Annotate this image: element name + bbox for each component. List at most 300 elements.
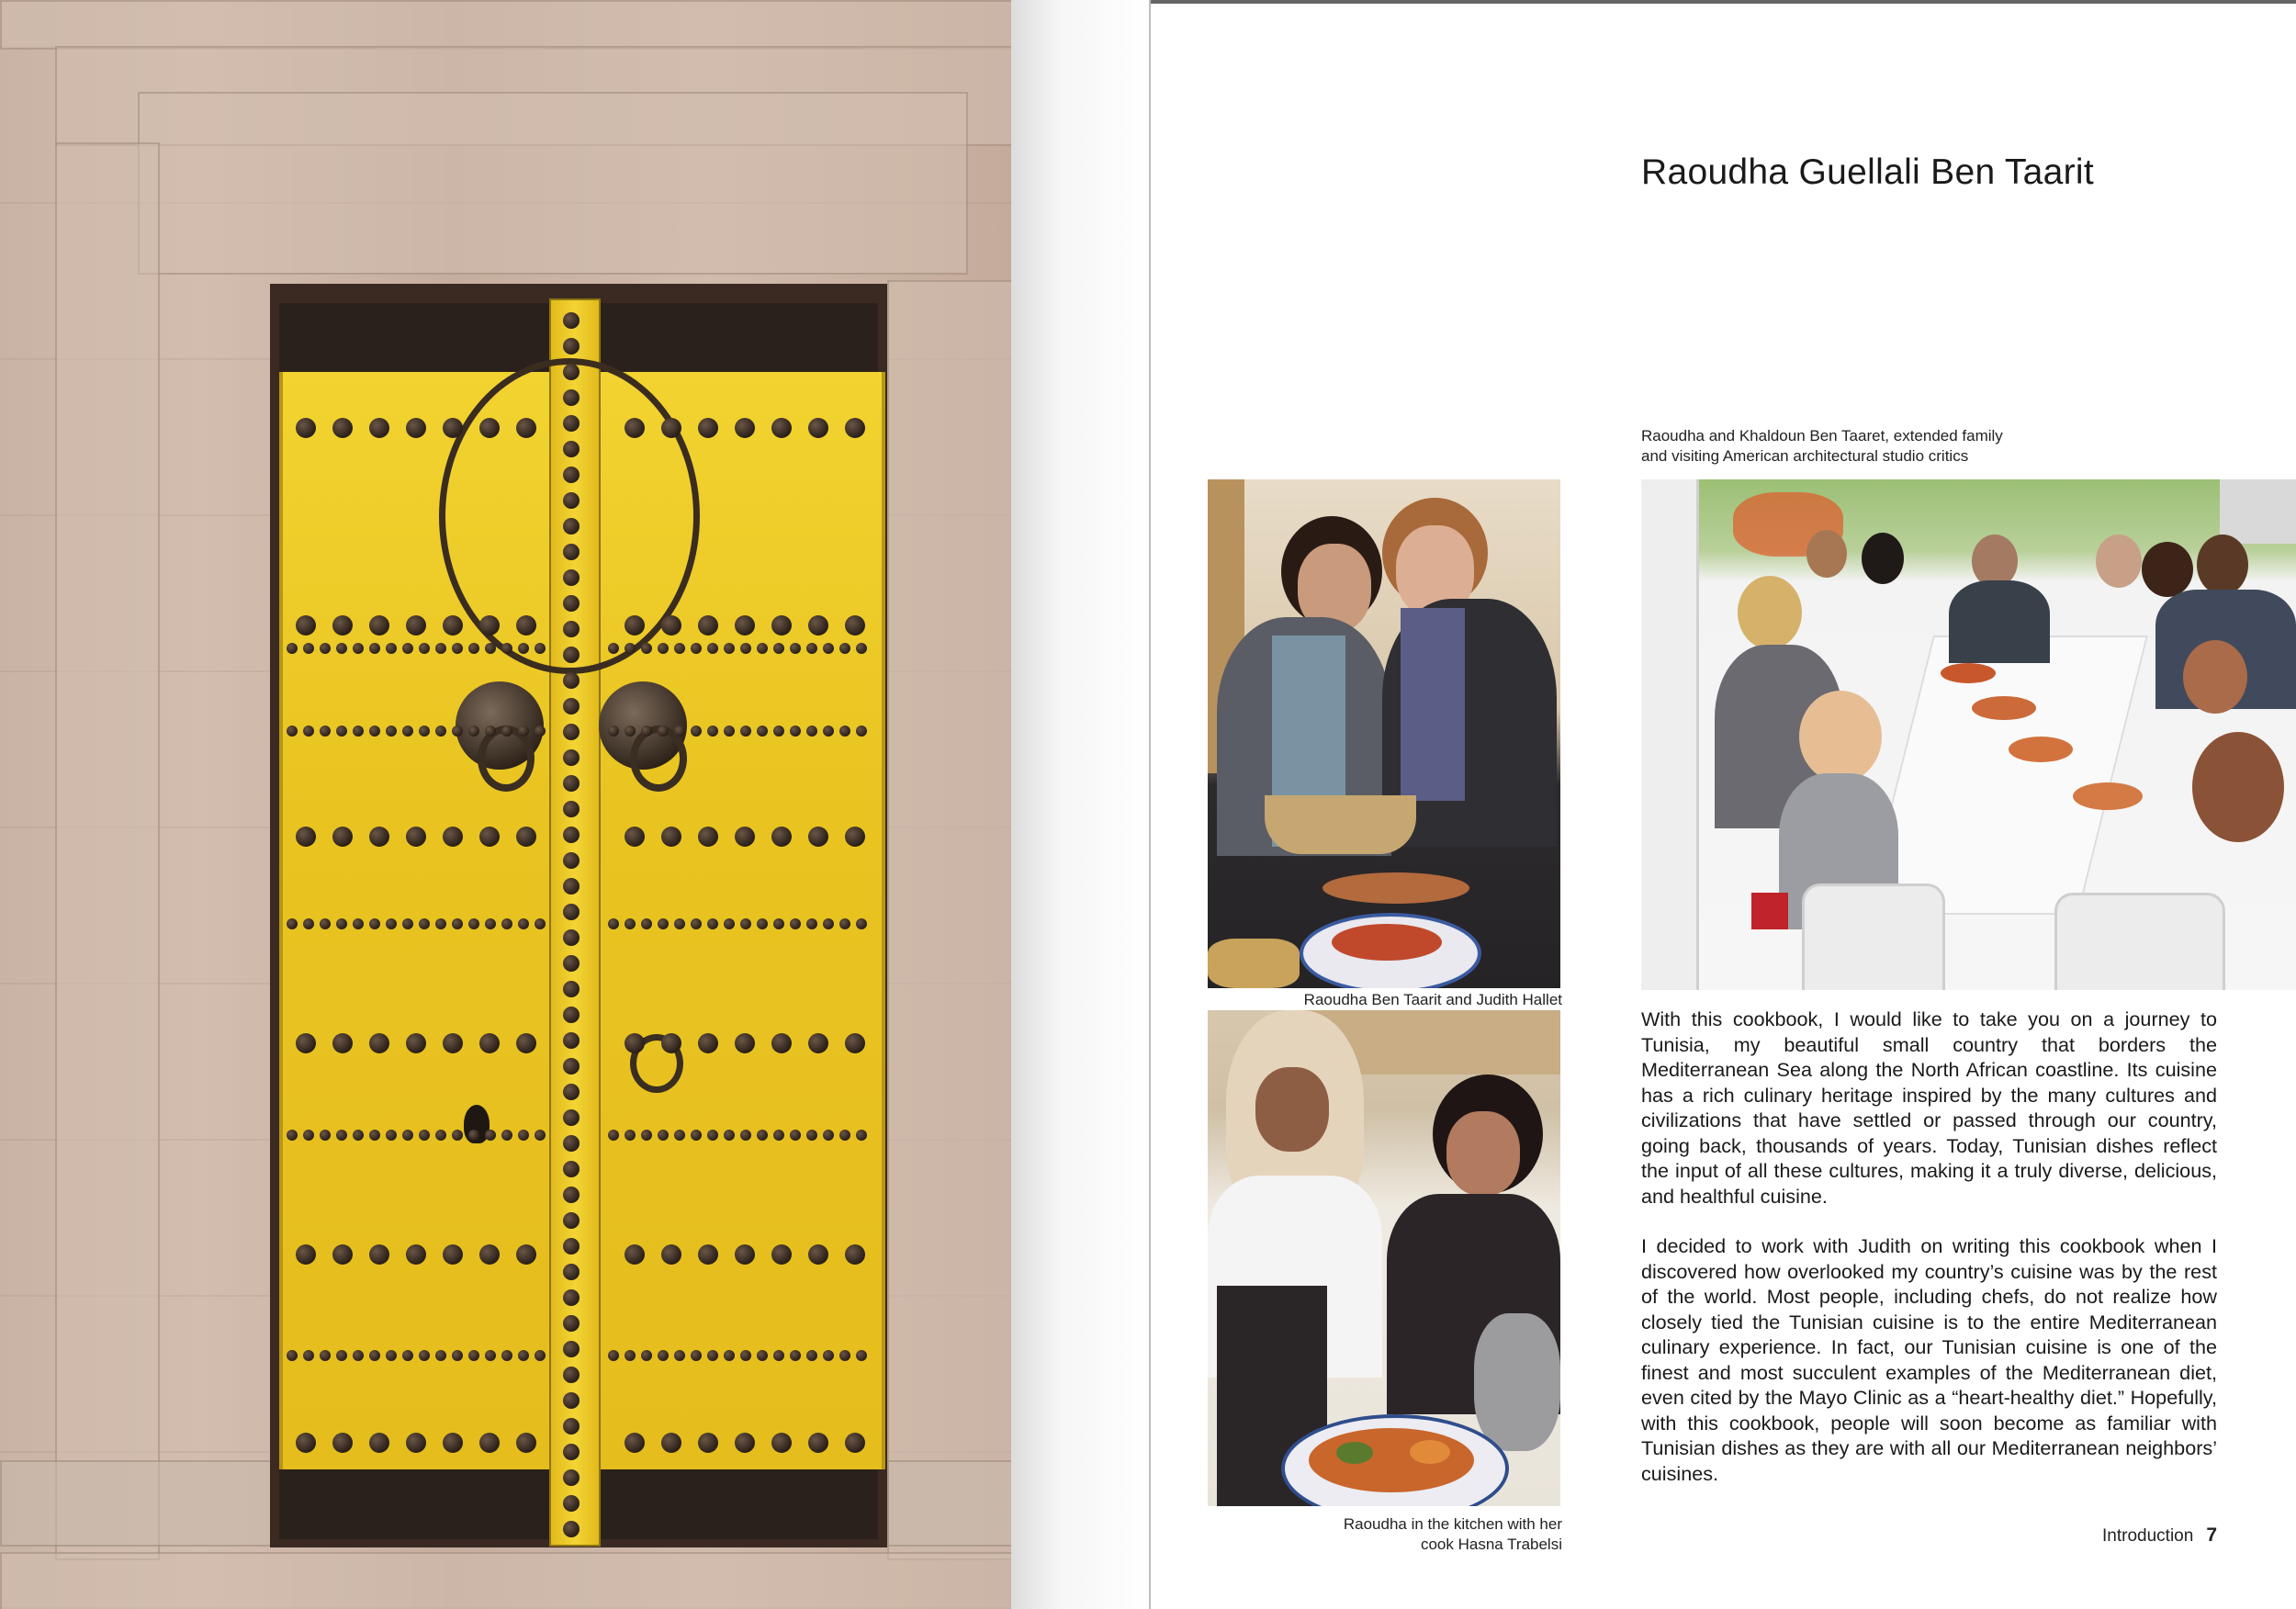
door-stud <box>771 418 792 438</box>
door-stud <box>516 1244 536 1265</box>
door-stud <box>402 1130 413 1141</box>
body-paragraph: I decided to work with Judith on writing this cookbook when I discovered how overlooked my country’s cuisine was by the rest of the world. Most people, including chefs, do not realize how closely tied the Tunisian cuisine is to the entire Mediterranean culinary experience. In fact, our Tunisian cuisine is one of the finest and most succulent examples of the Mediterranean diet, even cited by the Mayo Clinic as a “heart-healthy diet.” Hopefully, with this cookbook, people will soon become as familiar with Tunisian dishes as they are with all our Mediterranean neighbors’ cuisines. <box>1641 1234 2217 1485</box>
door-stud <box>856 643 867 654</box>
door-stud <box>485 1130 496 1141</box>
door-stud <box>641 643 652 654</box>
door-stud <box>641 918 652 929</box>
door-stud <box>468 1130 479 1141</box>
door-stud <box>563 827 580 843</box>
door-stud <box>608 1130 619 1141</box>
door-stud <box>735 615 755 636</box>
door-stud <box>518 918 529 929</box>
door-stud <box>332 1033 353 1053</box>
door-stud <box>845 1433 865 1453</box>
door-stud <box>563 1264 580 1280</box>
door-stud <box>332 1433 353 1453</box>
child-head <box>1799 691 1882 782</box>
door-stud <box>563 595 580 612</box>
door-stud <box>296 1033 316 1053</box>
door-stud <box>402 918 413 929</box>
door-stud <box>369 615 389 636</box>
carved-stone-right <box>887 1460 1011 1547</box>
door-stud <box>661 1033 681 1053</box>
door-stud <box>658 1130 669 1141</box>
door-stud <box>790 643 801 654</box>
caption-line: and visiting American architectural studio critics <box>1641 447 1969 465</box>
door-stud <box>856 1350 867 1361</box>
door-stud <box>563 1135 580 1152</box>
door-stud <box>563 1521 580 1537</box>
door-stud <box>353 1130 364 1141</box>
door-stud <box>698 418 718 438</box>
door-stud <box>386 918 397 929</box>
door-stud <box>563 467 580 483</box>
door-stud <box>724 918 735 929</box>
woman-face <box>1255 1067 1329 1152</box>
door-stud <box>563 1058 580 1075</box>
caption-line: Raoudha and Khaldoun Ben Taaret, extended family <box>1641 427 2003 444</box>
portrait-photo <box>1208 479 1560 988</box>
door-stud <box>443 827 463 847</box>
door-stud <box>806 1130 817 1141</box>
stone-lintel-inner <box>138 92 968 275</box>
door-stud <box>625 1433 645 1453</box>
white-chair <box>2054 893 2225 990</box>
door-stud <box>608 918 619 929</box>
door-stud <box>419 726 430 737</box>
door-stud <box>698 1433 718 1453</box>
door-stud <box>406 615 426 636</box>
door-stud <box>563 492 580 509</box>
door-stud <box>839 1130 850 1141</box>
door-stud <box>419 1350 430 1361</box>
door-stud <box>563 1315 580 1332</box>
door-stud <box>823 643 834 654</box>
door-stud <box>406 418 426 438</box>
door-stud <box>332 1244 353 1265</box>
door-stud <box>563 389 580 406</box>
door-stud <box>698 615 718 636</box>
door-stud <box>806 643 817 654</box>
door-stud <box>724 1350 735 1361</box>
door-stud <box>406 1033 426 1053</box>
door-stud <box>845 827 865 847</box>
door-stud <box>608 1350 619 1361</box>
door-stud <box>625 1033 645 1053</box>
door-stud <box>443 1033 463 1053</box>
door-stud <box>641 1130 652 1141</box>
door-stud <box>535 726 546 737</box>
door-stud <box>740 918 751 929</box>
door-stud <box>535 1130 546 1141</box>
door-stud <box>369 1244 389 1265</box>
stone-base <box>0 1552 1011 1609</box>
door-stud <box>386 1350 397 1361</box>
door-stud <box>563 801 580 817</box>
door-stud <box>839 643 850 654</box>
tomato-dish <box>1332 924 1442 961</box>
door-stud <box>320 1350 331 1361</box>
door-stud <box>691 643 702 654</box>
door-stud <box>332 615 353 636</box>
door-stud <box>773 918 784 929</box>
door-stud <box>740 643 751 654</box>
person-head <box>1862 533 1904 584</box>
door-stud <box>808 418 828 438</box>
door-stud <box>479 1244 500 1265</box>
door-stud <box>336 1350 347 1361</box>
page-footer <box>1151 1525 2217 1547</box>
door-stud <box>336 643 347 654</box>
door-stud <box>808 1433 828 1453</box>
door-stud <box>806 1350 817 1361</box>
door-stud <box>625 1130 636 1141</box>
door-stud <box>535 918 546 929</box>
door-stud <box>336 918 347 929</box>
soup-bowl <box>1972 696 2036 720</box>
door-stud <box>757 1350 768 1361</box>
door-stud <box>516 1033 536 1053</box>
door-stud <box>468 918 479 929</box>
door-stud <box>336 1130 347 1141</box>
door-stud <box>435 1130 446 1141</box>
door-stud <box>625 418 645 438</box>
door-stud <box>808 615 828 636</box>
child-head <box>2192 732 2284 842</box>
red-chair <box>1751 893 1788 929</box>
door-stud <box>563 878 580 895</box>
door-stud <box>296 1244 316 1265</box>
door-stud <box>479 615 500 636</box>
door-stud <box>443 1244 463 1265</box>
stone-jamb-left <box>55 142 160 1560</box>
door-stud <box>735 1244 755 1265</box>
door-stud <box>501 1350 512 1361</box>
door-stud <box>369 1433 389 1453</box>
door-stud <box>773 1130 784 1141</box>
child-head <box>2183 640 2247 714</box>
door-stud <box>563 338 580 354</box>
door-stud <box>563 929 580 946</box>
door-stud <box>320 726 331 737</box>
door-stud <box>724 643 735 654</box>
stew-dish <box>1309 1428 1474 1492</box>
door-stud <box>296 1433 316 1453</box>
door-stud <box>452 726 463 737</box>
door-stud <box>563 698 580 714</box>
door-stud <box>839 1350 850 1361</box>
door-stud <box>845 615 865 636</box>
door-stud <box>608 726 619 737</box>
door-stud <box>740 1130 751 1141</box>
door-stud <box>808 1033 828 1053</box>
door-stud <box>771 1244 792 1265</box>
door-stud <box>661 615 681 636</box>
door-stud <box>369 418 389 438</box>
door-stud <box>661 1244 681 1265</box>
door-stud <box>563 364 580 380</box>
door-stud <box>563 441 580 457</box>
body-paragraph: With this cookbook, I would like to take you on a journey to Tunisia, my beautiful small country that borders the Mediterranean Sea along the North African coastline. Its cuisine has a rich culinary heritage inspired by the many cultures and civilizations that have settled or passed through our country, going back, thousands of years. Today, Tunisian dishes reflect the input of all these cultures, making it a truly diverse, delicious, and healthful cuisine. <box>1641 1007 2217 1208</box>
door-stud <box>771 1033 792 1053</box>
bread-basket <box>1265 795 1416 854</box>
door-stud <box>516 615 536 636</box>
family-photo <box>1641 479 2296 990</box>
door-stud <box>406 1244 426 1265</box>
door-stud <box>808 1244 828 1265</box>
door-stud <box>740 1350 751 1361</box>
door-stud <box>516 418 536 438</box>
page-gutter <box>1011 0 1149 1609</box>
door-stud <box>369 726 380 737</box>
couscous-dish <box>1208 939 1300 988</box>
food-plate <box>1322 872 1469 904</box>
stone-jamb-right <box>887 280 1011 1560</box>
door-stud <box>735 827 755 847</box>
door-stud <box>563 1161 580 1177</box>
door-stud <box>332 827 353 847</box>
door-stud <box>674 918 685 929</box>
kitchen-photo <box>1208 1010 1560 1506</box>
person-head <box>1738 576 1802 649</box>
door-stud <box>691 726 702 737</box>
door-stud <box>674 726 685 737</box>
door-stud <box>563 518 580 534</box>
door-stud <box>386 726 397 737</box>
door-stud <box>563 981 580 997</box>
window <box>2220 479 2296 544</box>
door-stud <box>563 1341 580 1357</box>
door-stud <box>757 1130 768 1141</box>
door-stud <box>419 918 430 929</box>
door-stud <box>296 418 316 438</box>
door-stud <box>845 1033 865 1053</box>
door-stud <box>369 1130 380 1141</box>
door-stud <box>771 1433 792 1453</box>
door-stud <box>563 749 580 766</box>
door-stud <box>369 1033 389 1053</box>
door-stud <box>485 918 496 929</box>
door-stud <box>435 918 446 929</box>
door-stud <box>369 827 389 847</box>
door-stud <box>485 643 496 654</box>
door-stud <box>402 1350 413 1361</box>
purple-scarf <box>1401 608 1465 801</box>
door-stud <box>641 1350 652 1361</box>
door-stud <box>771 827 792 847</box>
door-stud <box>369 1350 380 1361</box>
door-stud <box>518 726 529 737</box>
door-stud <box>452 1130 463 1141</box>
door-stud <box>443 1433 463 1453</box>
door-stud <box>707 1350 718 1361</box>
person-head <box>2142 542 2193 597</box>
door-stud <box>661 827 681 847</box>
door-stud <box>452 1350 463 1361</box>
door-stud <box>563 569 580 586</box>
footer-section: Introduction <box>2102 1526 2194 1546</box>
door-stud <box>563 1032 580 1049</box>
door-stud <box>369 918 380 929</box>
door-stud <box>856 918 867 929</box>
door-stud <box>535 1350 546 1361</box>
door-stud <box>691 1350 702 1361</box>
door-stud <box>757 918 768 929</box>
door-stud <box>563 775 580 792</box>
door-stud <box>479 1433 500 1453</box>
door-stud <box>823 918 834 929</box>
door-stud <box>303 726 314 737</box>
door-stud <box>773 643 784 654</box>
door-stud <box>516 827 536 847</box>
door-stud <box>625 726 636 737</box>
door-stud <box>563 1007 580 1023</box>
door-stud <box>419 1130 430 1141</box>
dining-table <box>1863 636 2148 915</box>
door-stud <box>320 1130 331 1141</box>
soup-bowl <box>2009 737 2073 762</box>
door-stud <box>724 726 735 737</box>
page-title: Raoudha Guellali Ben Taarit <box>1641 152 2095 192</box>
door-stud <box>735 1433 755 1453</box>
door-stud <box>724 1130 735 1141</box>
door-stud <box>303 1130 314 1141</box>
door-stud <box>707 643 718 654</box>
door-stud <box>336 726 347 737</box>
door-stud <box>287 726 298 737</box>
door-stud <box>658 918 669 929</box>
door-stud <box>353 1350 364 1361</box>
door-stud <box>625 643 636 654</box>
door-stud <box>518 643 529 654</box>
door-stud <box>435 643 446 654</box>
white-column <box>1641 479 1699 990</box>
door-stud <box>369 643 380 654</box>
door-stud <box>735 418 755 438</box>
door-stud <box>661 1433 681 1453</box>
woman-face <box>1446 1111 1520 1196</box>
soup-bowl <box>2073 782 2143 810</box>
door-stud <box>771 615 792 636</box>
door-stud <box>402 726 413 737</box>
door-stud <box>296 827 316 847</box>
door-stud <box>625 1350 636 1361</box>
door-stud <box>452 918 463 929</box>
door-stud <box>353 726 364 737</box>
door-stud <box>707 726 718 737</box>
door-stud <box>823 1350 834 1361</box>
door-stud <box>452 643 463 654</box>
vegetable <box>1336 1442 1373 1464</box>
door-stud <box>296 615 316 636</box>
door-stud <box>419 643 430 654</box>
door-stud <box>674 1130 685 1141</box>
portrait-photo-caption: Raoudha Ben Taarit and Judith Hallet <box>1303 991 1562 1008</box>
door-stud <box>563 955 580 972</box>
door-stud <box>563 1109 580 1126</box>
person-body <box>1949 580 2050 663</box>
door-stud <box>563 1444 580 1460</box>
door-stud <box>501 918 512 929</box>
door-stud <box>303 1350 314 1361</box>
door-stud <box>691 1130 702 1141</box>
door-stud <box>479 418 500 438</box>
door-stud <box>287 1350 298 1361</box>
door-stud <box>563 1212 580 1229</box>
door-stud <box>823 1130 834 1141</box>
door-stud <box>563 1289 580 1306</box>
door-stud <box>806 918 817 929</box>
door-stud <box>806 726 817 737</box>
door-stud <box>287 918 298 929</box>
door-stud <box>563 724 580 740</box>
door-stud <box>501 1130 512 1141</box>
door-stud <box>625 827 645 847</box>
door-stud <box>332 418 353 438</box>
door-stud <box>485 1350 496 1361</box>
door-stud <box>535 643 546 654</box>
door-stud <box>501 643 512 654</box>
door-stud <box>757 726 768 737</box>
door-stud <box>563 312 580 329</box>
door-stud <box>563 904 580 920</box>
door-stud <box>674 643 685 654</box>
door-stud <box>320 918 331 929</box>
door-stud <box>845 418 865 438</box>
door-stud <box>790 1350 801 1361</box>
door-stud <box>674 1350 685 1361</box>
door-stud <box>563 1392 580 1409</box>
door-stud <box>707 918 718 929</box>
door-stud <box>625 918 636 929</box>
door-stud <box>698 1033 718 1053</box>
door-stud <box>386 1130 397 1141</box>
door-stud <box>468 643 479 654</box>
door-stud <box>563 1187 580 1203</box>
family-photo-caption <box>1641 426 2003 467</box>
person-head <box>1806 530 1847 578</box>
door-stud <box>353 918 364 929</box>
door-stud <box>303 643 314 654</box>
door-stud <box>625 615 645 636</box>
door-stud <box>563 1367 580 1383</box>
door-stud <box>773 726 784 737</box>
carved-stone-left <box>0 1460 279 1547</box>
door-stud <box>406 827 426 847</box>
door-stud <box>839 918 850 929</box>
door-stud <box>485 726 496 737</box>
door-stud <box>658 726 669 737</box>
door-stud <box>320 643 331 654</box>
stone-block <box>0 0 1011 50</box>
door-stud <box>790 918 801 929</box>
door-stud <box>501 726 512 737</box>
door-stud <box>625 1244 645 1265</box>
door-stud <box>808 827 828 847</box>
door-stud <box>735 1033 755 1053</box>
person-head <box>2197 534 2248 595</box>
door-stud <box>658 643 669 654</box>
door-stud <box>406 1433 426 1453</box>
door-stud <box>563 672 580 689</box>
door-stud <box>823 726 834 737</box>
door-stud <box>641 726 652 737</box>
door-stud <box>856 1130 867 1141</box>
door-stud <box>516 1433 536 1453</box>
door-stud <box>839 726 850 737</box>
person-head <box>2096 534 2142 588</box>
door-stud <box>563 1084 580 1100</box>
